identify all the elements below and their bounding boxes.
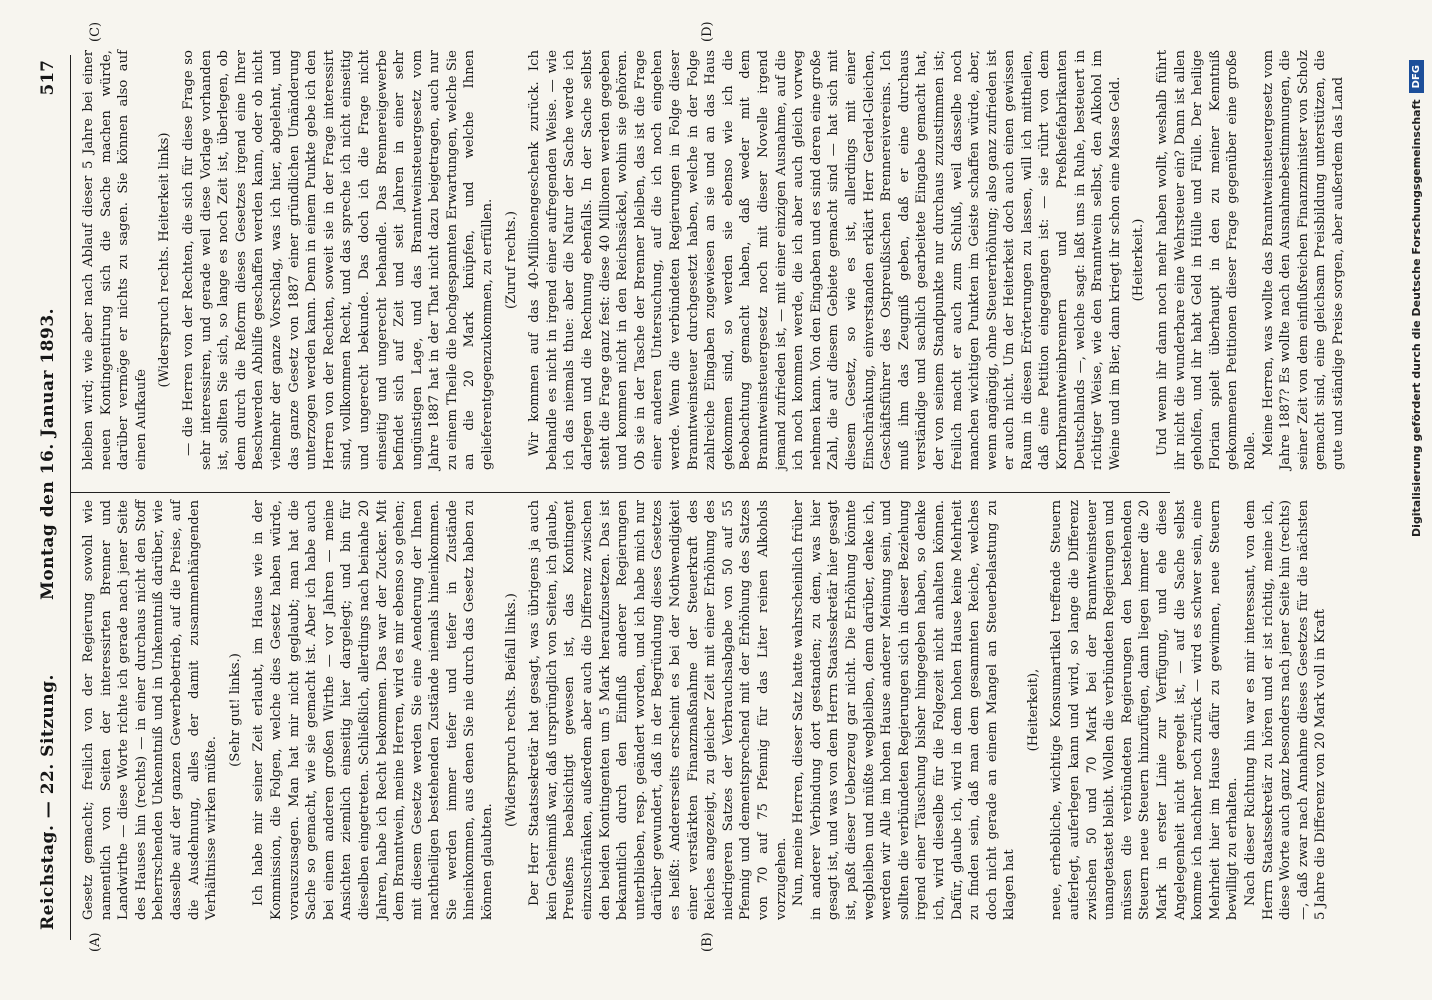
paragraph: Der Herr Staatssekretär hat gesagt, was übrigens ja auch kein Geheimniß war, daß ursprünglich von Seiten, ich glaube, Preußens beabsichtigt gewesen ist, das Kontingent einzuschränken, außerdem aber auch die Differenz zwischen den beiden Kontingenten um 5 Mark heraufzusetzen. Das ist bekanntlich durch den Einfluß anderer Regierungen unterblieben, resp. geändert worden, und ich habe mich nur darüber gewundert, daß in der Begründung dieses Gesetzes es heißt: Andererseits erscheint es bei der Nothwendigkeit einer verstärkten Finanzmaßnahme der Steuerkraft des Reiches angezeigt, zu gleicher Zeit mit einer Erhöhung des niedrigeren Satzes der Verbrauchsabgabe von 50 auf 55 Pfennig und dementsprechend mit der Erhöhung des Satzes von 70 auf 75 Pfennig für das Liter reinen Alkohols vorzugehen.	[527, 500, 789, 920]
paragraph: Gesetz gemacht; freilich von der Regierung sowohl wie namentlich von Seiten der interessirten Brenner und Landwirthe — diese Worte richte ich gerade nach jener Seite des Hauses hin (rechts) — in einer durchaus nicht den Stoff beherrschenden Unkenntniß und in Unkenntniß darüber, wie dasselbe auf der ganzen Gewerbebetrieb, auf die Preise, auf die Ausdehnung, alles der damit zusammenhängenden Verhältnisse wirken müßte.	[81, 500, 220, 920]
left-column	[80, 500, 1330, 920]
column-divider	[70, 492, 1170, 493]
paragraph: — die Herren von der Rechten, die sich für diese Frage so sehr interessiren, und gerade weil diese Vorlage vorhanden ist, sollten Sie sich, so lange es noch Zeit ist, überlegen, ob denn durch die Reform dieses Gesetzes irgend eine Ihrer Beschwerden Abhilfe geschaffen werden kann, oder ob nicht vielmehr der ganze Vorschlag, was ich hier, abgelehnt, und das ganze Gesetz von 1887 einer gründlichen Umänderung unterzogen werden kann. Denn in einem Punkte gebe ich den Herren von der Rechten, soweit sie in der Frage interessirt sind, vollkommen Recht, und das spreche ich nicht einseitig und ungerecht bekunde. Das doch ich die Frage nicht einseitig und ungerecht behandle. Das Brennereigewerbe befindet sich auf Zeit und seit Jahren in einer sehr ungünstigen Lage, und das Branntweinsteuergesetz vom Jahre 1887 hat in der That nicht dazu beigetragen, auch nur zu einem Theile die hochgespannten Erwartungen, welche Sie an die 20 Mark knüpfen, und welche Ihnen gelieferentgegenzukommen, zu erfüllen.	[180, 50, 496, 470]
paragraph: neue, erhebliche, wichtige Konsumartikel treffende Steuern auferlegt, auferlegen kann und wird, so lange die Differenz zwischen 50 und 70 Mark bei der Branntweinsteuer unangetastet bleibt. Wollen die verbündeten Regierungen und müssen die verbündeten Regierungen den bestehenden Steuern neue Steuern hinzufügen, dann liegen immer die 20 Mark in erster Linie zur Verfügung, und ehe diese Angelegenheit nicht geregelt ist, — auf die Sache selbst komme ich nachher noch zurück — wird es schwer sein, eine Mehrheit hier im Hause dafür zu gewinnen, neue Steuern bewilligt zu erhalten.	[1049, 500, 1241, 920]
interjection: (Sehr gut! links.)	[227, 653, 243, 767]
paragraph: Wir kommen auf das 40-Millionengeschenk zurück. Ich behandle es nicht in irgend einer aufregenden Weise. — wie ich das niemals thue: aber die Natur der Sache werde ich darlegen und die Rechnung ebenfalls. In der Sache selbst steht die Frage ganz fest: diese 40 Millionen werden gegeben und kommen nicht in den Reichssäckel, wohin sie gehören. Ob sie in der Tasche der Brenner bleiben, das ist die Frage einer anderen Untersuchung, auf die ich noch eingehen werde. Wenn die verbündeten Regierungen in Folge dieser Branntweinsteuer durchgesetzt haben, welche in der Folge zahlreiche Eingaben zugewiesen an sie und an das Haus gekommen sind, so werden sie ebenso wie ich die Beobachtung gemacht haben, daß weder mit dem Branntweinsteuergesetz noch mit dieser Novelle irgend jemand zufrieden ist, — mit einer einzigen Ausnahme, auf die ich noch kommen werde, die ich aber auch gleich vorweg nehmen kann. Von den Eingaben und es sind deren eine große Zahl, die auf diesem Gebiete gemacht sind — hat sich mit diesem Gesetz, so wie es ist, allerdings mit einer Einschränkung, einverstanden erklärt Herr Gerdel-Gleichen, Geschäftsführer des Ostpreußischen Brennereivereins. Ich muß ihm das Zeugniß geben, daß er eine durchaus verständige und sachlich gearbeitete Eingabe gemacht hat, der von seinem Standpunkte nur durchaus zuzustimmen ist; freilich macht er auch zum Schluß, weil dasselbe noch manchen wichtigen Punkten im Geiste schaffen würde, aber, wenn angängig, ohne Steuererhöhung; also ganz zufrieden ist er auch nicht. Um der Heiterkeit doch auch einen gewissen Raum in diesen Erörterungen zu lassen, will ich mittheilen, daß eine Petition eingegangen ist: — sie rührt von dem Kornbranntweinbrennern und Preßhefefabrikanten Deutschlands —, welche sagt: laßt uns in Ruhe, besteuert in richtiger Weise, wie den Branntwein selbst, den Alkohol im Weine und im Bier, dann kriegt ihr schon eine Masse Geld.	[527, 50, 1123, 470]
paragraph: Meine Herren, was wollte das Branntweinsteuergesetz vom Jahre 1887? Es wollte nach den Ausnahmebestimmungen, die seiner Zeit von dem einflußreichen Finanzminister von Scholz gemacht sind, eine gleichsam Preisbildung unterstützen, die gute und ständige Preise sorgen, aber außerdem das Land	[1260, 50, 1346, 470]
paragraph: Und wenn ihr dann noch mehr haben wollt, weshalb führt ihr nicht die wunderbare eine Wehrsteuer ein? Dann ist allen geholfen, und ihr habt Geld in Hülle und Fülle. Der heilige Florian spielt überhaupt in den zu meiner Kenntniß gekommenen Petitionen dieser Frage gegenüber eine große Rolle.	[1155, 50, 1258, 470]
interjection: (Zuruf rechts.)	[503, 210, 519, 310]
page-header	[38, 60, 64, 930]
marker-d: (D)	[700, 21, 715, 42]
footer	[1409, 60, 1424, 537]
interjection: (Heiterkeit),	[1025, 668, 1041, 752]
page-number: 517	[38, 60, 58, 96]
paragraph: Ich habe mir seiner Zeit erlaubt, im Hause wie in der Kommission, die Folgen, welche dies Gesetz haben würde, vorauszusagen. Man hat mir nicht geglaubt; man hat die Sache so gemacht, wie sie gemacht ist. Aber ich habe auch bei einem anderen großen Wirthe — vor Jahren — meine Ansichten ziemlich einseitig hier dargelegt; und bin für dieselben eingetreten. Schließlich, allerdings nach beinahe 20 Jahren, habe ich Recht bekommen. Das war der Zucker. Mit dem Branntwein, meine Herren, wird es mir ebenso so gehen; mit diesem Gesetze werden Sie eine Aenderung der Ihnen nachtheiligen bestehenden Zustände niemals hineinkommen. Sie werden immer tiefer und tiefer in Zustände hineinkommen, aus denen Sie nie durch das Gesetz haben zu können glaubten.	[251, 500, 496, 920]
paragraph: bleiben wird; wie aber nach Ablauf dieser 5 Jahre bei einer neuen Kontingentirung sich die Sache machen würde, darüber vermöge er nichts zu sagen. Sie können also auf einen Aufkaufe	[81, 50, 149, 470]
interjection: (Heiterkeit.)	[1131, 218, 1147, 302]
marker-a: (A)	[88, 932, 103, 952]
marker-b: (B)	[700, 932, 715, 952]
header-left: Reichstag. — 22. Sitzung.	[38, 674, 58, 930]
header-date: Montag den 16. Januar 1893.	[38, 307, 58, 600]
right-column	[80, 50, 1348, 470]
interjection: (Widerspruch rechts. Heiterkeit links)	[157, 132, 173, 388]
dfg-logo: DFG	[1409, 60, 1424, 93]
header-rule	[70, 55, 71, 940]
footer-text: Digitalisierung gefördert durch die Deutsche Forschungsgemeinschaft	[1410, 99, 1423, 538]
marker-c: (C)	[88, 21, 103, 42]
paragraph: Nach dieser Richtung hin war es mir interessant, von dem Herrn Staatssekretär zu hören und er ist richtig, meine ich, diese Worte auch ganz besonders nach jener Seite hin (rechts) —, daß zwar nach Annahme dieses Gesetzes für die nächsten 5 Jahre die Differenz von 20 Mark voll in Kraft	[1243, 500, 1329, 920]
paragraph: Nun, meine Herren, dieser Satz hatte wahrscheinlich früher in anderer Verbindung dort gestanden; zu dem, was hier gesagt ist, und was von dem Herrn Staatssekretär hier gesagt ist, paßt dieser Ueberzeug gar nicht. Die Erhöhung könnte wegbleiben und müßte wegbleiben, denn darüber, denke ich, werden wir Alle im hohen Hause anderer Meinung sein, und sollten die verbündeten Regierungen sich in dieser Beziehung irgend einer Täuschung bisher hingegeben haben, so denke ich, wird dieselbe für die Folgezeit nicht anhalten können. Dafür, glaube ich, wird in dem hohen Hause keine Mehrheit zu finden sein, daß man dem gesammten Reiche, welches doch nicht gerade an einem Mangel an Steuerbelastung zu klagen hat	[791, 500, 1018, 920]
interjection: (Widerspruch rechts. Beifall links.)	[503, 593, 519, 827]
